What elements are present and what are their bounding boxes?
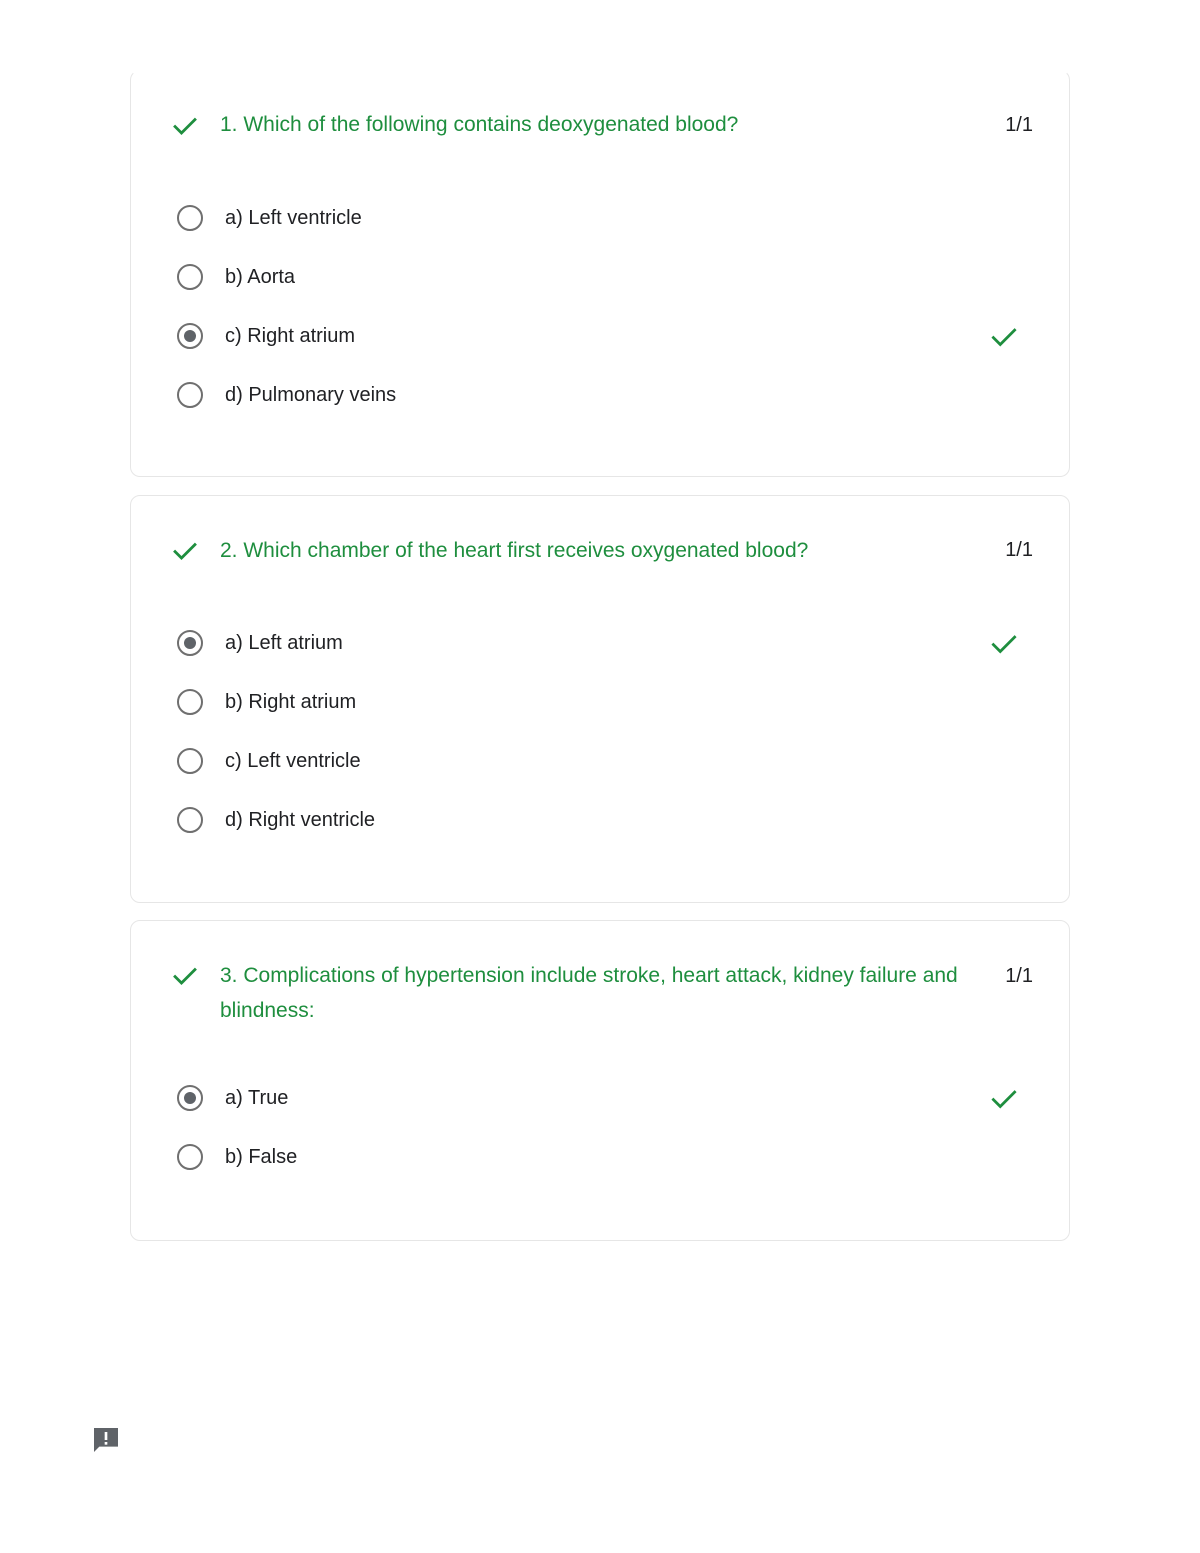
answer-option-a[interactable] <box>175 202 1025 238</box>
radio-button[interactable] <box>177 689 203 715</box>
answer-option-b[interactable] <box>175 1141 1025 1177</box>
answer-option-d[interactable] <box>175 379 1025 415</box>
option-label: c) Left ventricle <box>225 750 361 772</box>
question-card-3 <box>130 920 1070 1241</box>
radio-button[interactable] <box>177 264 203 290</box>
correct-checkmark-icon <box>171 537 199 565</box>
option-label: a) Left atrium <box>225 632 343 654</box>
question-title: 2. Which chamber of the heart first receives oxygenated blood? <box>220 539 809 562</box>
radio-button[interactable] <box>177 382 203 408</box>
correct-checkmark-icon <box>171 962 199 990</box>
question-card-1 <box>130 70 1070 477</box>
option-label: b) False <box>225 1146 298 1168</box>
answer-option-c[interactable] <box>175 745 1025 781</box>
radio-button[interactable] <box>177 807 203 833</box>
answer-option-a[interactable] <box>175 1082 1025 1118</box>
option-label: a) True <box>225 1087 289 1109</box>
question-score: 1/1 <box>1005 539 1033 561</box>
answer-option-b[interactable] <box>175 686 1025 722</box>
question-title: 3. Complications of hypertension include stroke, heart attack, kidney failure and blindness: <box>220 964 958 1022</box>
correct-answer-checkmark-icon <box>989 322 1019 352</box>
option-label: d) Right ventricle <box>225 809 376 831</box>
option-label: a) Left ventricle <box>225 207 362 229</box>
question-score: 1/1 <box>1005 114 1033 136</box>
correct-answer-checkmark-icon <box>989 1084 1019 1114</box>
correct-answer-checkmark-icon <box>989 629 1019 659</box>
option-label: d) Pulmonary veins <box>225 384 397 406</box>
radio-button-selected[interactable] <box>177 630 203 656</box>
answer-option-b[interactable] <box>175 261 1025 297</box>
question-score: 1/1 <box>1005 965 1033 987</box>
option-label: c) Right atrium <box>225 325 356 347</box>
option-label: b) Right atrium <box>225 691 357 713</box>
report-feedback-icon[interactable] <box>90 1424 122 1456</box>
radio-button[interactable] <box>177 1144 203 1170</box>
radio-button[interactable] <box>177 748 203 774</box>
radio-button-selected[interactable] <box>177 323 203 349</box>
answer-option-a[interactable] <box>175 627 1025 663</box>
radio-button-selected[interactable] <box>177 1085 203 1111</box>
question-card-2 <box>130 495 1070 903</box>
answer-option-d[interactable] <box>175 804 1025 840</box>
radio-button[interactable] <box>177 205 203 231</box>
option-label: b) Aorta <box>225 266 296 288</box>
correct-checkmark-icon <box>171 112 199 140</box>
question-title: 1. Which of the following contains deoxygenated blood? <box>220 113 739 136</box>
answer-option-c[interactable] <box>175 320 1025 356</box>
